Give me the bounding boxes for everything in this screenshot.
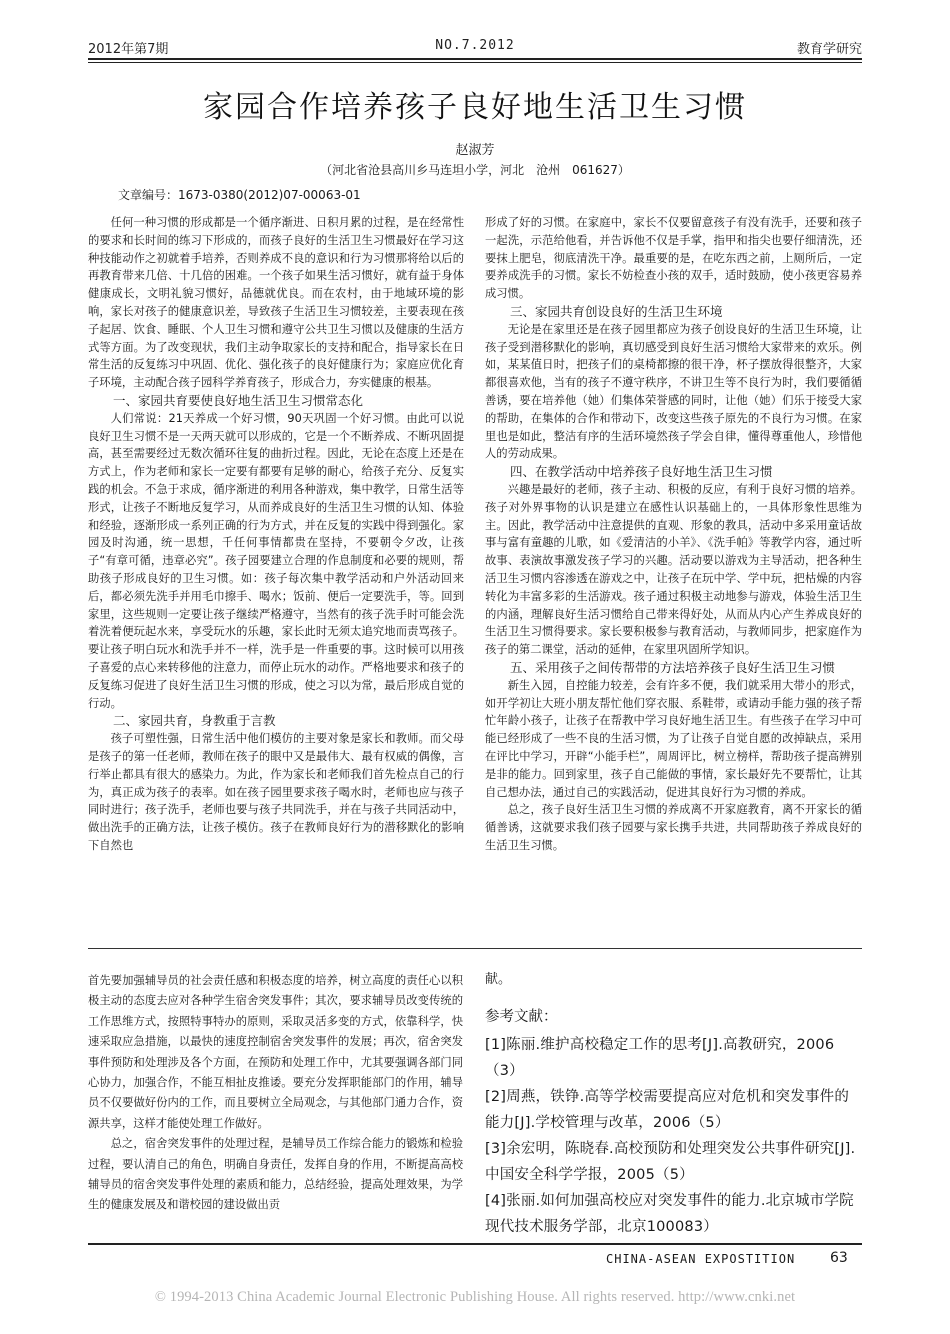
author-affiliation: （河北省沧县高川乡马连坦小学，河北 沧州 061627） [320,163,630,177]
paragraph: 任何一种习惯的形成都是一个循序渐进、日积月累的过程，是在经常性的要求和长时间的练习下形成的，而孩子良好的生活卫生习惯最好在学习这种技能动作之初就着手培养，否则养成不良的意识和行为习惯那将给以后的再教育带来几倍、十几倍的困难。一个孩子如果生活习惯好，就有益于身体健康成长，文明礼貌习惯好，品德就优良。而在农村，由于地域环境的影响，家长对孩子的健康意识差，导致孩子生活卫生习惯较差，主要表现在孩子起居、饮食、睡眠、个人卫生习惯和遵守公共卫生习惯以及健康的生活方式等方面。为了改变现状，我们主动争取家长的支持和配合，指导家长在日常生活的反复练习中巩固、优化、强化孩子的良好健康行为；家庭应优化育子环境，主动配合孩子园科学养育孩子，形成合力，夯实健康的根基。 [88,216,464,390]
page-number: 63 [830,1250,848,1266]
paragraph: 人们常说：21天养成一个好习惯，90天巩固一个好习惯。由此可以说良好卫生习惯不是一天两天就可以形成的，它是一个不断养成、不断巩固提高，甚至需要经过无数次循环往复的曲折过程。因此，无论在态度上还是在方式上，作为老师和家长一定要有都要有足够的耐心，给孩子充分、反复实践的机会。不急于求成，循序渐进的利用各种游戏，集中教学，日常生活等形式，让孩子不断地反复学习，从而养成良好的生活卫生习惯的认知、体验和经验，逐渐形成一系列正确的行为方式，并在反复的实践中得到强化。家园及时沟通，统一思想，千任何事情都贵在坚持，不要朝令夕改，让孩子“有章可循，违章必究”。孩子园要建立合理的作息制度和必要的规则，帮助孩子形成良好的卫生习惯。如：孩子每次集中教学活动和户外活动回来后，都必须先洗手并用毛巾擦手、喝水；饭前、便后一定要洗手，等。回到家里，这些规则一定要让孩子继续严格遵守，当然有的孩子洗手时可能会洗着洗着便玩起水来，享受玩水的乐趣，家长此时无须太追究地而责骂孩子。要让孩子明白玩水和洗手并不一样，洗手是一件重要的事。这时候可以用孩子喜爱的点心来转移他的注意力，而停止玩水的动作。严格地要求和孩子的反复练习促进了良好生活卫生习惯的形成，使之习以为常，最后形成自觉的行动。 [88,411,464,710]
footer-rule [88,1243,862,1245]
paragraph: 新生入园，自控能力较差，会有许多不便，我们就采用大带小的形式，如开学初让大班小朋友帮忙他们穿衣服、系鞋带，或请动手能力强的孩子帮忙年龄小孩子，让孩子在帮教中学习良好地生活卫生。有些孩子在学习中可能已经形成了一些不良的生活习惯，为了让孩子自觉自愿的改掉缺点，采用在评比中学习，开辟“小能手栏”，周周评比，树立榜样，帮助孩子提高辨别是非的能力。回到家里，孩子自己能做的事情，家长最好先不要帮忙，让其自己想办法，通过自己的实践活动，促进其良好行为习惯的养成。 [485,678,862,799]
reference-item: [3]余宏明，陈晓春.高校预防和处理突发公共事件研究[J].中国安全科学学报，2005（5） [485,1141,856,1183]
right-column [485,214,862,855]
section-heading: 五、采用孩子之间传帮带的方法培养孩子良好生活卫生习惯 [510,659,836,675]
section-heading: 一、家园共育要使良好地生活卫生习惯常态化 [113,392,364,408]
previous-article-text [88,971,463,1216]
journal-name: CHINA-ASEAN EXPOSTITION [606,1252,796,1266]
copyright-watermark: © 1994-2013 China Academic Journal Electronic Publishing House. All rights reserved. http://www.cnki.net [154,1289,796,1305]
section-heading: 二、家园共育，身教重于言教 [113,713,276,729]
journal-section: 教育学研究 [796,42,862,57]
issue-label: 2012年第7期 [88,42,169,57]
paragraph: 总之，孩子良好生活卫生习惯的养成离不开家庭教育，离不开家长的循循善诱，这就要求我们孩子园要与家长携手共进，共同帮助孩子养成良好的生活卫生习惯。 [485,803,862,852]
section-heading: 四、在教学活动中培养孩子良好地生活卫生习惯 [510,464,773,480]
article-number: 文章编号：1673-0380(2012)07-00063-01 [118,188,361,202]
article-author: 赵淑芳 [455,143,495,158]
paragraph: 形成了好的习惯。在家庭中，家长不仅要留意孩子有没有洗手，还要和孩子一起洗，示范给他看，并告诉他不仅是手掌，指甲和指尖也要仔细清洗，还要抹上肥皂，彻底清洗干净。最重要的是，在吃东西之前，上厕所后，一定要养成洗手的习惯。家长不妨检查小孩的双手，适时鼓励，使小孩更容易养成习惯。 [485,216,862,301]
paragraph: 孩子可塑性强，日常生活中他们模仿的主要对象是家长和教师。而父母是孩子的第一任老师，教师在孩子的眼中又是最伟大、最有权威的偶像，言行举止都具有很大的感染力。为此，作为家长和老师我们首先检点自己的行为，真正成为孩子的表率。如在孩子园里要求孩子喝水时，老师也应与孩子同时进行；孩子洗手，老师也要与孩子共同洗手，并在与孩子共同活动中，做出洗手的正确方法，让孩子模仿。孩子在教师良好行为的潜移默化的影响下自然也 [88,732,464,852]
paragraph-tail: 献。 [485,972,512,987]
previous-article-right [485,968,862,1240]
paragraph: 首先要加强辅导员的社会责任感和积极态度的培养，树立高度的责任心以积极主动的态度去应对各种学生宿舍突发事件；其次，要求辅导员改变传统的工作思维方式，按照特事特办的原则，采取灵活多变的方式，依靠科学，快速采取应急措施，以最快的速度控制宿舍突发事件的发展；再次，宿舍突发事件预防和处理涉及各个方面，在预防和处理工作中，尤其要强调各部门同心协力，加强合作，不能互相扯皮推诿。要充分发挥职能部门的作用，辅导员不仅要做好份内的工作，而且要树立全局观念，与其他部门通力合作，资源共享，这样才能使处理工作做好。 [88,974,463,1130]
article-title: 家园合作培养孩子良好地生活卫生习惯 [203,90,747,125]
left-column [88,214,464,855]
paragraph: 无论是在家里还是在孩子园里都应为孩子创设良好的生活卫生环境，让孩子受到潜移默化的影响，真切感受到良好生活习惯给大家带来的欢乐。例如，某某值日时，把孩子们的桌椅都擦的很干净，杯子摆放得很整齐，大家都很喜欢他，当有的孩子不遵守秩序，不讲卫生等不良行为时，我们要循循善诱，要在培养他（她）们集体荣誉感的同时，让他（她）们乐于接受大家的帮助，在集体的合作和带动下，改变这些孩子原先的不良行为习惯。在家里也是如此，整洁有序的生活环境然孩子学会自律，懂得尊重他人，珍惜他人的劳动成果。 [485,322,862,461]
reference-item: [2]周燕，铁铮.高等学校需要提高应对危机和突发事件的能力[J].学校管理与改革，2006（5） [485,1089,850,1131]
references-title: 参考文献： [485,1009,558,1025]
paragraph: 兴趣是最好的老师，孩子主动、积极的反应，有利于良好习惯的培养。孩子对外界事物的认识是建立在感性认识基础上的，一具体形象性思维为主。因此，教学活动中注意提供的直观、形象的教具，活动中多采用童话故事与富有童趣的儿歌，如《爱清洁的小羊》、《洗手帕》等教学内容，通过听故事、表演故事激发孩子学习的兴趣。活动要以游戏为主导活动，把各种生活卫生习惯内容渗透在游戏之中，让孩子在玩中学、学中玩，把枯燥的内容转化为丰富多彩的生活游戏。孩子通过积极主动地参与游戏，体验生活卫生的内涵，理解良好生活习惯给自己带来得好处，从而从内心产生养成良好的生活卫生习惯得要求。家长要积极参与教育活动，与教师同步，把家庭作为孩子的第二课堂，活动的延伸，在家里巩固所学知识。 [485,482,862,657]
header-rule [88,58,862,60]
reference-item: [1]陈丽.维护高校稳定工作的思考[J].高教研究，2006（3） [485,1037,835,1079]
article-divider [88,948,862,949]
issue-number: NO.7.2012 [435,38,515,53]
paragraph: 总之，宿舍突发事件的处理过程，是辅导员工作综合能力的锻炼和检验过程，要认清自己的角色，明确自身责任，发挥自身的作用，不断提高高校辅导员的宿舍突发事件处理的素质和能力，总结经验，提高处理效果，为学生的健康发展及和谐校园的建设做出贡 [88,1137,463,1212]
header-rule-thin [88,62,862,63]
reference-item: [4]张丽.如何加强高校应对突发事件的能力.北京城市学院现代技术服务学部，北京100083） [485,1193,854,1235]
section-heading: 三、家园共育创设良好的生活卫生环境 [510,303,723,319]
